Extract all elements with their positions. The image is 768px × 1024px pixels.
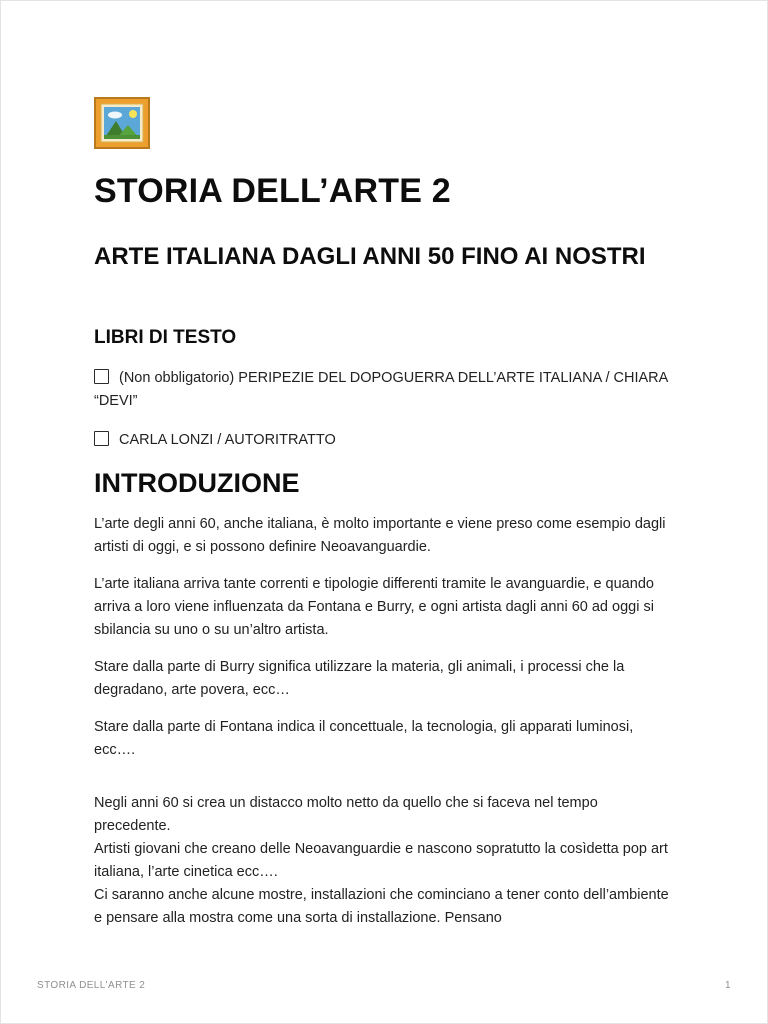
checklist-item	[94, 429, 677, 452]
checkbox-icon[interactable]	[94, 369, 109, 384]
checklist-item	[94, 367, 677, 413]
document-subtitle: ARTE ITALIANA DAGLI ANNI 50 FINO AI NOSTRI	[94, 242, 646, 270]
framed-picture-icon	[94, 97, 150, 149]
intro-paragraph-group	[94, 792, 677, 930]
intro-paragraph: Stare dalla parte di Fontana indica il concettuale, la tecnologia, gli apparati luminosi, ecc….	[94, 718, 634, 758]
section-heading-libri-di-testo: LIBRI DI TESTO	[94, 326, 237, 348]
intro-paragraph: L’arte degli anni 60, anche italiana, è molto importante e viene preso come esempio dagli artisti di oggi, e si possono definire Neoavanguardie.	[94, 515, 666, 555]
checklist-item-label: (Non obbligatorio) PERIPEZIE DEL DOPOGUERRA DELL’ARTE ITALIANA / CHIARA “DEVI”	[94, 369, 668, 409]
intro-paragraph: Negli anni 60 si crea un distacco molto netto da quello che si faceva nel tempo precedente.	[94, 794, 598, 834]
intro-paragraph: Ci saranno anche alcune mostre, installazioni che cominciano a tener conto dell’ambiente e pensare alla mostra come una sorta di installazione. Pensano	[94, 886, 669, 926]
intro-paragraph: Stare dalla parte di Burry significa utilizzare la materia, gli animali, i processi che la degradano, arte povera, ecc…	[94, 658, 625, 698]
checkbox-icon[interactable]	[94, 431, 109, 446]
document-content	[1, 1, 767, 930]
page-title: STORIA DELL’ARTE 2	[94, 172, 451, 210]
footer-doc-title: STORIA DELL'ARTE 2	[37, 980, 146, 991]
footer-page-number: 1	[725, 980, 731, 991]
intro-paragraph: Artisti giovani che creano delle Neoavanguardie e nascono sopratutto la cosìdetta pop art italiana, l’arte cinetica ecc….	[94, 840, 668, 880]
checklist-item-label: CARLA LONZI / AUTORITRATTO	[119, 431, 336, 448]
section-heading-introduzione: INTRODUZIONE	[94, 467, 300, 498]
intro-paragraph: L’arte italiana arriva tante correnti e tipologie differenti tramite le avanguardie, e quando arriva a loro viene influenzata da Fontana e Burry, e ogni artista dagli anni 60 ad oggi si sbilancia su uno o su un’altro artista.	[94, 575, 654, 638]
page-footer	[37, 980, 731, 991]
